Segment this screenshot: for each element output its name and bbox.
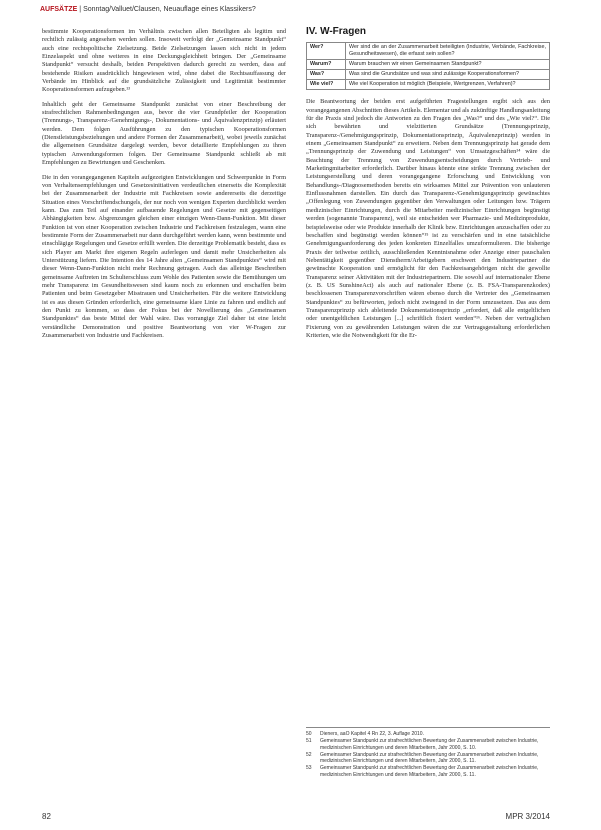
table-row: [307, 60, 550, 70]
running-header: [40, 6, 560, 13]
table-row: [307, 80, 550, 90]
header-running-title: Sonntag/Valluet/Clausen, Neuauflage eines Klassikers?: [83, 6, 256, 13]
header-separator: |: [77, 6, 84, 13]
answer-cell: Warum brauchen wir einen Gemeinsamen Standpunkt?: [346, 60, 550, 70]
footnote: [306, 765, 550, 778]
answer-cell: Wie viel Kooperation ist möglich (Beispiele, Wertgrenzen, Verfahren)?: [346, 80, 550, 90]
w-questions-table: [306, 42, 550, 90]
footnote: [306, 752, 550, 765]
table-row: [307, 70, 550, 80]
journal-issue: MPR 3/2014: [505, 812, 550, 821]
left-paragraph: Die in den vorangegangenen Kapiteln aufgezeigten Entwicklungen und Schwerpunkte in Form von Verhaltensempfehlungen und Gesetzesinitiativen verdeutlichen einerseits die Komplexität bei der Zusammenarbeit der Industrie mit Fachkreisen sowie andererseits die derzeitige Situation eines Vorschriftendschungels, der nur noch von wenigen Experten durchblickt werden kann. Das zum Teil auf einander aufbauende Regelungen und Gesetze mit gegenseitigen Abhängigkeiten bzw. Abgrenzungen gleichen einer einzigen Wenn-Dann-Funktion. Mit dieser Funktion ist von einer Kooperation zwischen Industrie und Fachkreisen festzulegen, wann eine bestimmte Form der Zusammenarbeit nur dann durchgeführt werden kann, wenn bestimmte und einschlägige Regelungen und Gesetze erfüllt werden. Die derzeitige Problematik besteht, dass es sich Player am Markt ihre eigenen Regeln auferlegen und damit mehr Unsicherheiten als Unterstützung liefern. Die Intention des 14 Jahre alten „Gemeinsamen Standpunktes“ wird mit dieser Wenn-Dann-Funktion nicht mehr Rechnung getragen. Auch das alleinige Beschreiben gemeinsame Auftreten im Schulterschluss zum Wohle des Patienten sowie die Bemühungen um mehr Transparenz im Gesundheitswesen sind kaum noch zu erkennen und erschaffen beim Patienten und beim Gesetzgeber Misstrauen und Unsicherheiten. Für die weitere Entwicklung ist es aus diesen Gründen erforderlich, eine gemeinsame klare Linie zu fahren und endlich auf den Punkt zu kommen, so dass der Fokus bei der Novellierung des „Gemeinsamen Standpunktes“ das beste Mittel der Wahl wäre. Das vorrangige Ziel daher ist eine leicht verständliche Demonstration und positive Beantwortung von vier W-Fragen zur Zusammenarbeit von Industrie und Fachkreisen.: [42, 173, 286, 340]
question-cell: Warum?: [307, 60, 346, 70]
footnote-text: Dieners, aaO Kapitel 4 Rn 22, 3. Auflage 2010.: [320, 731, 424, 737]
footnote: [306, 738, 550, 751]
right-column: [306, 28, 550, 346]
left-paragraph: Inhaltlich geht der Gemeinsame Standpunkt zunächst von einer Beschreibung der strafrechtlichen Rahmenbedingungen aus, bevor die vier Grundpfeiler der Kooperation (Trennungs-, Transparenz-/Genehmigungs-, Dokumentations- und Äquivalenzprinzip) erläutert werden. Dem folgen Ausführungen zu den typischen Kooperationsformen (Dienstleistungsbeziehungen und andere Formen der Zusammenarbeit), wobei jeweils zunächst die allgemeinen Grundsätze dargelegt werden, bevor detaillierte Empfehlungen zu ihren typischen Anwendungsformen folgen. Der Gemeinsame Standpunkt schließt ab mit Empfehlungen zu Bewirtungen und Geschenken.: [42, 100, 286, 167]
footnotes: [306, 727, 550, 779]
header-section: AUFSÄTZE: [40, 6, 78, 13]
answer-cell: Wer sind die an der Zusammenarbeit beteiligten (Industrie, Verbände, Fachkreise, Gesundheitswesen), die erfasst sein sollen?: [346, 43, 550, 60]
right-paragraph: Die Beantwortung der beiden erst aufgeführten Fragestellungen ergibt sich aus den vorangegangenen Abschnitten dieses Artikels. Elementar und als zukünftige Handlungsanleitung für die Praxis sind jedoch die Antworten zu den Fragen des „Was?“ und des „Wie viel?“. Die sich bewährten und vielzitierten Grundsätze (Trennungsprinzip, Transparenz-/Genehmigungsprinzip, Dokumentationsprinzip, Äquivalenzprinzip) werden in einem „Gemeinsamen Standpunkt“ zu erweitern. Neben dem Trennungsprinzip hat gerade dem „Trennungsprinzip der Zuwendung und Leistungen“ von Umsatzgeschäften¹⁴ wäre die Beachtung der Trennung von Zuwendungsentscheidungen durch Vertrieb- und Marketingmitarbeiter erforderlich. Darüber hinaus könnte eine strikte Trennung zwischen der Leistungserstellung und deren vorangegangene Erforschung und Entwicklung von Behandlungs-/Diagnosemethoden bereits ein wirksames Mittel zur Prävention von unlauteren Einflussnahmen darstellen. Ein durch das Transparenz-/Genehmigungsprinzip gewünschtes „Offenlegung von Zuwendungen gegenüber den Verwaltungen oder Leitungen bzw. Trägern medizinischer Einrichtungen, durch die Mitarbeiter medizinischer Einrichtungen begünstigt werden (sogenannte Transparenz), weil sie entscheiden wer Pharmazie- und Medizinprodukte, beispielsweise oder wie Produkte innerhalb der Klinik bzw. Einrichtungen anzuschaffen oder zu beschaffen sind begünstigt werden können“¹⁵ ist zu verschärfen und in eine tatsächliche Genehmigungsanforderung des jeden konkreten Einzelfalles umzuformulieren. Die bisherige Praxis der teilweise zeitlich, ausschließenden Kenntnisnahme oder Anzeige einer pauschalen Nebentätigkeit gegenüber Dienstherrn/Arbeitgebern erschwert den Industriepartner die gewünschte Kooperation und ermöglicht für den Fachkreisangehörigen nicht die gewollte Transparenz seiner Aktivitäten mit der Industriepartnern. Die sowohl auf internationaler Ebene (z. B. US SunshineAct) als auch auf nationaler Ebene (z. B. FSA-Transparenzkodex) beschlossenen Transparenzvorschriften wären ebenso durch die Vertreter des „Gemeinsamen Standpunktes“ zu befürworten, jedoch nicht zwingend in der Form umzusetzen. Das aus dem Transparenzprinzip sich ableitende Dokumentationsprinzip „erfordert, daß alle entgeltlichen oder unentgeltlichen Leistungen [...] schriftlich fixiert werden“¹⁶. Neben der vertraglichen Fixierung von zu gewährenden Leistungen wären die zur Vertragsgestaltung erforderlichen Kriterien, wie die Notwendigkeit für die Er-: [306, 98, 550, 339]
question-cell: Wer?: [307, 43, 346, 60]
footnote-text: Gemeinsamer Standpunkt zur strafrechtlichen Bewertung der Zusammenarbeit zwischen Industrie, medizinischen Einrichtungen und deren Mitarbeitern, Jahr 2000, S. 11.: [320, 751, 539, 765]
section-title: IV. W-Fragen: [306, 26, 366, 37]
footnote-number: 53: [306, 765, 312, 772]
left-paragraph: bestimmte Kooperationsformen im Verhältnis zwischen allen Beteiligten als legitim und rechtlich zulässig angesehen werden sollen. Insoweit verfolgt der „Gemeinsame Standpunkt“ auch eine rechtspolitische Zielsetzung. Beide Zielsetzungen lassen sich nicht in jedem Einzelaspekt und ohne weiteres in eine Deckungsgleichheit bringen. Der „Gemeinsame Standpunkt“ versucht deshalb, beiden Perspektiven dadurch gerecht zu werden, dass auf bestehende Risiken ausdrücklich hingewiesen wird, ohne dabei die Rechtsauffassung der Verbände im Hinblick auf die grundsätzliche Zulässigkeit und Legitimität bestimmter Kooperationsformen aufzugeben.¹³: [42, 28, 286, 94]
footnote-number: 50: [306, 731, 312, 737]
table-row: [307, 43, 550, 60]
question-cell: Was?: [307, 70, 346, 80]
footnote-number: 51: [306, 738, 312, 745]
question-cell: Wie viel?: [307, 80, 346, 90]
answer-cell: Was sind die Grundsätze und was sind zulässige Kooperationsformen?: [346, 70, 550, 80]
footnote-text: Gemeinsamer Standpunkt zur strafrechtlichen Bewertung der Zusammenarbeit zwischen Industrie, medizinischen Einrichtungen und deren Mitarbeitern, Jahr 2000, S. 11.: [320, 765, 539, 778]
footnote: [306, 731, 550, 737]
footnote-number: 52: [306, 751, 312, 758]
left-column: [42, 28, 286, 346]
page-number: 82: [42, 812, 51, 821]
footnote-text: Gemeinsamer Standpunkt zur strafrechtlichen Bewertung der Zusammenarbeit zwischen Industrie, medizinischen Einrichtungen und deren Mitarbeitern, Jahr 2000, S. 10.: [320, 738, 539, 751]
